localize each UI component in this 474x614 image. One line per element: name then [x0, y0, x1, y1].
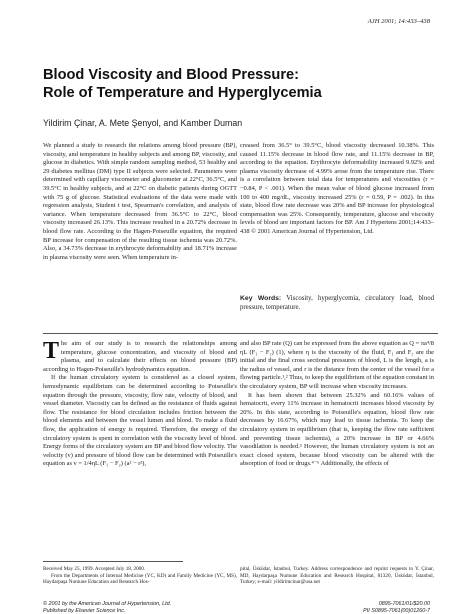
- body-paragraph: It has been shown that between 25.32% and 60.16% values of hematocrit, every 11% increase in hematocrit increases blood viscosity by 20%. In this state, according to Poiseuille's equation, blood flow rate decreases by 16.67%, which may lead to tissue ischemia. To keep the circulatory system in equilibrium (that is, keeping the flow rate sufficient and preventing tissue ischemia), a 20% increase in BP or 4.66% vasodilation is needed.³ However, the human circulatory system is not an exact closed system, because blood viscosity can be altered with the absorption of food or drugs.⁴⁻⁶ Additionally, the effects of: [240, 391, 434, 468]
- keywords: [240, 294, 434, 312]
- article-title: [43, 66, 443, 102]
- body-paragraph: If the human circulatory system is considered as a closed system, hemodynamic equilibrium can be determined according to Poiseuille's equation through the pressure, viscosity, flow rate, velocity of blood, and vessel diameter. Viscosity can be defined as the resistance of fluids against flow. The resistance for blood circulation includes friction between the blood elements and between the vessel lumen and blood. To make a fluid flow, the application of energy is required. Therefore, the energy of the circulatory system is spent in correlation with the viscosity level of blood. Energy forms of the circulatory system are BP and blood flow velocity. The velocity (v) and pressure of blood flow can be determined with Poiseuille's equation as v = 1/4ηL (F₁ − F₂) (a² − r²),: [43, 374, 237, 468]
- keywords-label: Key Words:: [240, 295, 282, 302]
- section-divider: [43, 333, 438, 334]
- intro-paragraph: [43, 340, 237, 374]
- pii-line: PII S0895-7061(00)01260-7: [363, 607, 430, 614]
- footnote-divider: [43, 561, 183, 562]
- issn-line: 0895-7061/01/$20.00: [378, 601, 430, 607]
- drop-cap: T: [43, 338, 60, 364]
- footer-identifiers: [363, 601, 430, 614]
- affiliation-note: From the Departments of Internal Medicine (YC, KD) and Family Medicine (YC, MS), Haydarpaşa Numune Education and Research Hos-: [43, 572, 237, 586]
- copyright-line: © 2001 by the American Journal of Hypertension, Ltd.: [43, 601, 172, 607]
- abstract-left-column: We planned a study to research the relations among blood pressure (BP), viscosity, and temperature in healthy subjects and among BP, viscosity, and glucose in diabetics. With simple random sampling method, 53 healthy and 29 diabetes mellitus (DM) type II subjects were selected. Parameters were determined with capillary viscometer and glucometer at 22°C, 36.5°C, and 39.5°C in healthy subjects, and at 22°C on diabetic patients during OGTT with 75 g of glucose. Statistical evaluations of the data were made with regression analysis, Student t test, Spearman's correlation, and analysis of variance. When temperature decreased from 36.5°C to 22°C, blood viscosity increased 26.13%. This increase resulted in a 20.72% decrease in blood flow rate. According to the Hagen-Poiseuille equation, the required BP increase for compensation of the resulting tissue ischemia was 20.72%. Also, a 34.73% decrease in erythrocyte deformability and 18.71% increase in plasma viscosity were seen. When temperature in-: [43, 142, 237, 261]
- body-paragraph: and also BP rate (Q) can be expressed from the above equation as Q = πa⁴/8 ηL (F₁ − F₂) (1), where η is the viscosity of the fluid, F₁ and F₂ are the initial and the final cross sectional pressures of blood, L is the length, a is the radius of vessel, and r is the distance from the center of the vessel for a flowing particle.¹,² Thus, to keep the equilibrium of the equation constant in the circulatory system, BP will increase when viscosity increases.: [240, 340, 434, 390]
- journal-citation: AJH 2001; 14:433–438: [367, 18, 430, 25]
- keywords-text: Viscosity, hyperglycemia, circulatory load, blood pressure, temperature.: [240, 295, 434, 311]
- publisher-line: Published by Elsevier Science Inc.: [43, 607, 126, 614]
- footnote-left: [43, 566, 237, 586]
- footnote-right: pital, Üsküdar, İstanbul, Turkey. Address correspondence and reprint requests to Y. Çinar, MD, Haydarpaşa Numune Education and Research Hospital, 81320, Üsküdar, İstanbul, Turkey; e-mail: yildirimcinar@usa.net: [240, 566, 434, 586]
- intro-text: he aim of our study is to research the relationships among temperature, glucose concentration, and viscosity of blood and plasma, and to calculate their effects on blood pressure (BP) according to Hagen-Poiseuille's hydrodynamics equation.: [43, 340, 237, 373]
- author-list: Yildirim Çinar, A. Mete Şenyol, and Kamber Duman: [43, 118, 243, 128]
- footer-copyright: [43, 601, 171, 614]
- abstract-right-column: creased from 36.5° to 39.5°C, blood viscosity decreased 10.38%. This caused 11.15% decrease in blood flow rate, and 11.15% decrease in BP, according to the equation. Erythrocyte deformability increased 9.92% and plasma viscosity decrease of 4.99% arose from the temperature rise. There is a correlation between total data for temperatures and viscosities (r = −0.84, P < .001). When the mean value of blood glucose increased from 100 to 400 mg/dL, viscosity increased 25% (r = 0.59, P = .002). In this state, blood flow rate decrease was 20% and BP increase for physiological compensation was 25%. Consequently, temperature, glucose and viscosity levels of blood are important factors for BP. Am J Hypertens 2001;14:433–438 © 2001 American Journal of Hypertension, Ltd.: [240, 142, 434, 235]
- received-date: Received May 25, 1999. Accepted July 18, 2000.: [43, 566, 146, 572]
- body-right-column: [240, 340, 434, 469]
- title-line-1: Blood Viscosity and Blood Pressure:: [43, 67, 299, 83]
- body-left-column: [43, 340, 237, 469]
- title-line-2: Role of Temperature and Hyperglycemia: [43, 85, 322, 101]
